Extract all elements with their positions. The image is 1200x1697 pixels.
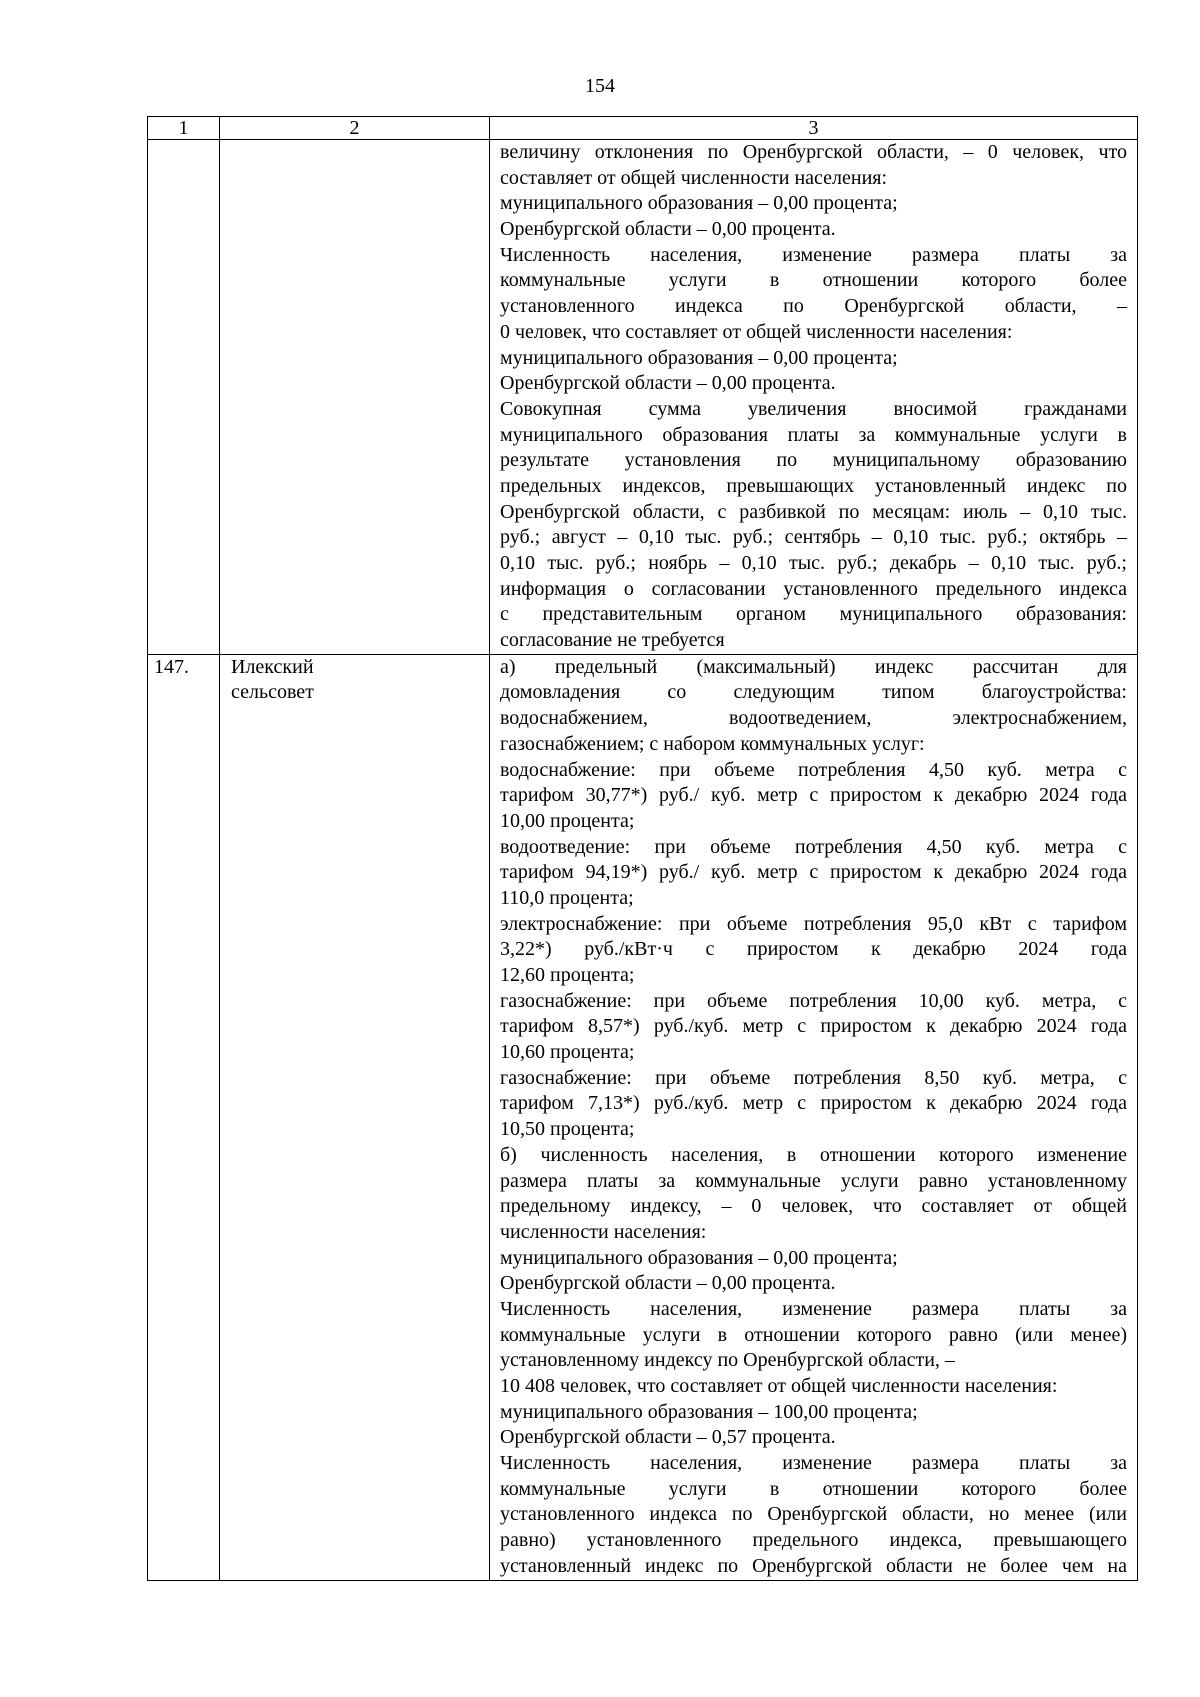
text-line: численности населения:	[500, 1220, 707, 1243]
text-line: руб.; август – 0,10 тыс. руб.; сентябрь – 0,10 тыс. руб.; октябрь –	[500, 526, 1127, 549]
text-line: предельному индексу, – 0 человек, что составляет от общей	[500, 1195, 1127, 1218]
text-line: установленного индекса по Оренбургской области, но менее (или	[500, 1503, 1127, 1526]
table-row-continuation	[148, 140, 1138, 655]
text-line: коммунальные услуги в отношении которого равно (или менее)	[500, 1323, 1127, 1346]
text-line: Оренбургской области – 0,00 процента.	[500, 1272, 836, 1295]
page-number: 154	[585, 75, 615, 97]
text-line: тарифом 7,13*) руб./куб. метр с приростом к декабрю 2024 года	[500, 1092, 1127, 1115]
text-line: результате установления по муниципальному образованию	[500, 449, 1127, 472]
text-line: муниципального образования платы за коммунальные услуги в	[500, 423, 1127, 446]
header-col-3: 3	[490, 117, 1138, 140]
text-line: установленному индексу по Оренбургской области, –	[500, 1349, 955, 1372]
text-line: газоснабжение: при объеме потребления 8,50 куб. метра, с	[500, 1066, 1127, 1089]
text-line: муниципального образования – 100,00 процента;	[500, 1400, 918, 1423]
row-description-cell	[490, 140, 1138, 655]
data-table	[147, 116, 1138, 1581]
text-line: водоснабжением, водоотведением, электроснабжением,	[500, 707, 1127, 730]
row-name-cell	[220, 140, 490, 655]
text-line: установленный индекс по Оренбургской области не более чем на	[500, 1554, 1127, 1577]
text-line: 0 человек, что составляет от общей численности населения:	[500, 320, 1013, 343]
table-row-147	[148, 654, 1138, 1580]
text-line: Численность населения, изменение размера платы за	[500, 243, 1127, 266]
text-line: согласование не требуется	[500, 629, 725, 652]
municipality-name-line2: сельсовет	[231, 681, 314, 704]
text-line: тарифом 94,19*) руб./ куб. метр с приростом к декабрю 2024 года	[500, 861, 1127, 884]
municipality-name-line1: Илекский	[231, 655, 314, 678]
text-line: размера платы за коммунальные услуги равно установленному	[500, 1169, 1127, 1192]
text-line: предельных индексов, превышающих установленный индекс по	[500, 474, 1127, 497]
text-line: 3,22*) руб./кВт·ч с приростом к декабрю 2024 года	[500, 938, 1127, 961]
text-line: величину отклонения по Оренбургской области, – 0 человек, что	[500, 141, 1127, 163]
municipality-name-cell	[220, 654, 490, 1580]
text-line: равно) установленного предельного индекса, превышающего	[500, 1529, 1127, 1552]
text-line: Оренбургской области – 0,00 процента.	[500, 218, 836, 241]
text-line: 10,50 процента;	[500, 1118, 635, 1141]
text-line: коммунальные услуги в отношении которого более	[500, 269, 1127, 292]
text-line: а) предельный (максимальный) индекс рассчитан для	[500, 655, 1127, 678]
text-line: с представительным органом муниципального образования:	[500, 603, 1127, 626]
text-line: 10 408 человек, что составляет от общей численности населения:	[500, 1375, 1058, 1397]
text-line: Оренбургской области, с разбивкой по месяцам: июль – 0,10 тыс.	[500, 500, 1127, 523]
text-line: коммунальные услуги в отношении которого более	[500, 1477, 1127, 1500]
text-line: муниципального образования – 0,00 процента;	[500, 1246, 898, 1269]
text-line: Совокупная сумма увеличения вносимой гражданами	[500, 397, 1127, 420]
text-line: водоснабжение: при объеме потребления 4,50 куб. метра с	[500, 758, 1127, 781]
row-number-cell: 147.	[148, 654, 220, 1580]
text-line: составляет от общей численности населения:	[500, 166, 888, 189]
text-line: муниципального образования – 0,00 процента;	[500, 192, 898, 215]
text-line: муниципального образования – 0,00 процента;	[500, 346, 898, 369]
text-line: информация о согласовании установленного предельного индекса	[500, 577, 1127, 600]
text-line: установленного индекса по Оренбургской области, –	[500, 295, 1127, 318]
text-line: 10,00 процента;	[500, 809, 635, 832]
text-line: б) численность населения, в отношении которого изменение	[500, 1143, 1127, 1166]
text-line: газоснабжение: при объеме потребления 10,00 куб. метра, с	[500, 989, 1127, 1012]
text-line: тарифом 30,77*) руб./ куб. метр с приростом к декабрю 2024 года	[500, 784, 1127, 807]
text-line: водоотведение: при объеме потребления 4,50 куб. метра с	[500, 835, 1127, 858]
text-line: 0,10 тыс. руб.; ноябрь – 0,10 тыс. руб.; декабрь – 0,10 тыс. руб.;	[500, 552, 1127, 574]
text-line: Численность населения, изменение размера платы за	[500, 1297, 1127, 1320]
row-description-cell	[490, 654, 1138, 1580]
text-line: домовладения со следующим типом благоустройства:	[500, 681, 1127, 704]
text-line: тарифом 8,57*) руб./куб. метр с приростом к декабрю 2024 года	[500, 1015, 1127, 1038]
row-number-cell	[148, 140, 220, 655]
text-line: газоснабжением; с набором коммунальных услуг:	[500, 732, 925, 755]
table-header-row	[148, 117, 1138, 140]
text-line: 10,60 процента;	[500, 1041, 635, 1064]
header-col-2: 2	[220, 117, 490, 140]
text-line: электроснабжение: при объеме потребления 95,0 кВт с тарифом	[500, 912, 1127, 935]
text-line: Оренбургской области – 0,57 процента.	[500, 1426, 836, 1449]
header-col-1: 1	[148, 117, 220, 140]
text-line: 12,60 процента;	[500, 964, 635, 986]
text-line: 110,0 процента;	[500, 886, 634, 909]
text-line: Численность населения, изменение размера платы за	[500, 1452, 1127, 1475]
text-line: Оренбургской области – 0,00 процента.	[500, 372, 836, 395]
